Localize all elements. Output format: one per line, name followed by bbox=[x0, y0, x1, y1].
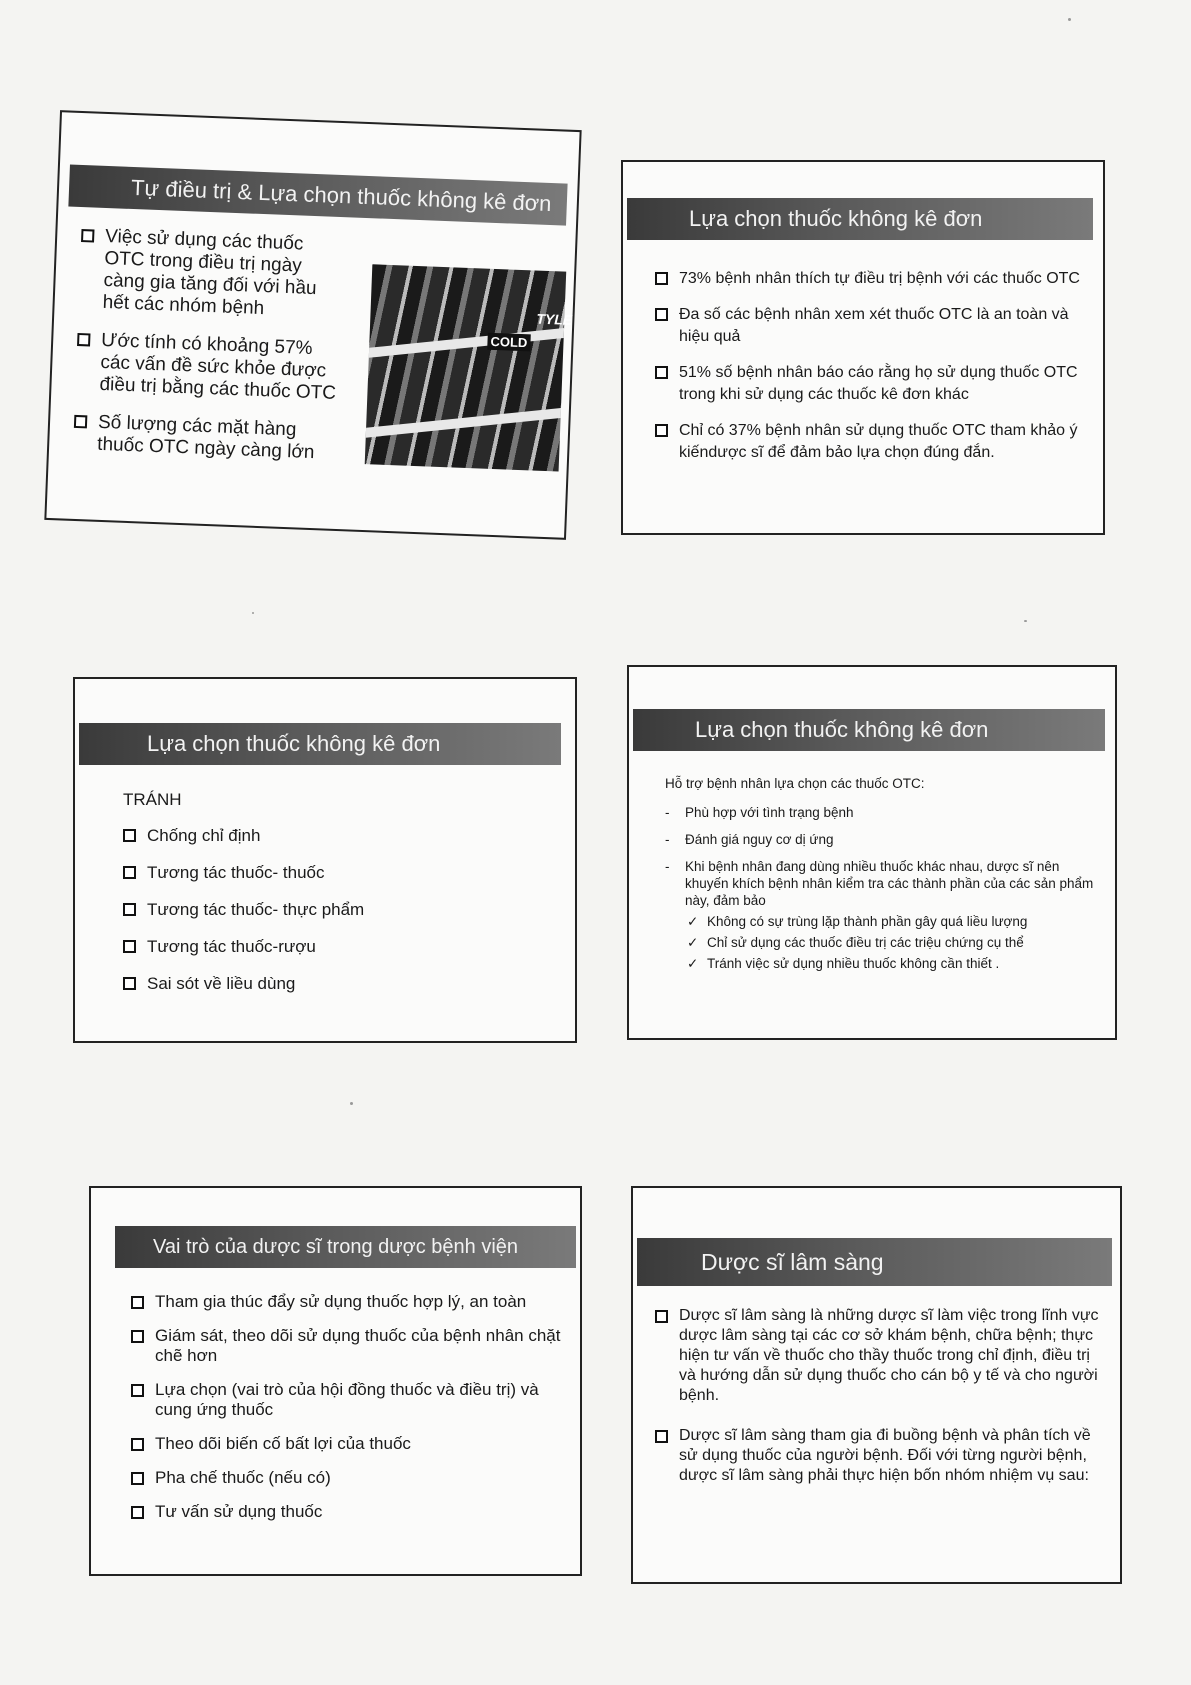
square-checkbox-icon bbox=[655, 272, 668, 285]
list-item: Sai sót về liều dùng bbox=[123, 973, 543, 995]
slide-6-content bbox=[655, 1306, 1105, 1486]
slide-4-title: Lựa chọn thuốc không kê đơn bbox=[633, 709, 1105, 751]
slide-4-content bbox=[665, 775, 1105, 976]
slide-6 bbox=[631, 1186, 1122, 1584]
list-item: Tương tác thuốc- thực phẩm bbox=[123, 899, 543, 921]
square-checkbox-icon bbox=[131, 1472, 144, 1485]
slide-5-title: Vai trò của dược sĩ trong dược bệnh viện bbox=[115, 1226, 576, 1268]
list-item: - Đánh giá nguy cơ dị ứng bbox=[665, 832, 834, 847]
otc-shelf-photo bbox=[365, 264, 573, 471]
square-checkbox-icon bbox=[123, 829, 136, 842]
dash-icon: - bbox=[665, 805, 670, 820]
square-checkbox-icon bbox=[655, 366, 668, 379]
slide-2-content bbox=[655, 268, 1085, 464]
square-checkbox-icon bbox=[77, 333, 90, 346]
list-item: Chống chỉ định bbox=[123, 825, 543, 847]
list-item: Pha chế thuốc (nếu có) bbox=[131, 1468, 571, 1488]
slide-2-title: Lựa chọn thuốc không kê đơn bbox=[627, 198, 1093, 240]
slide-3-title: Lựa chọn thuốc không kê đơn bbox=[79, 723, 561, 765]
square-checkbox-icon bbox=[655, 424, 668, 437]
support-intro: Hỗ trợ bệnh nhân lựa chọn các thuốc OTC: bbox=[665, 776, 925, 791]
slide-1-content bbox=[72, 225, 343, 481]
square-checkbox-icon bbox=[655, 1310, 668, 1323]
slide-5-content bbox=[131, 1292, 571, 1522]
list-item: Chỉ có 37% bệnh nhân sử dụng thuốc OTC tham khảo ý kiếndược sĩ để đảm bảo lựa chọn đúng đắn. bbox=[655, 420, 1085, 464]
list-item: Tư vấn sử dụng thuốc bbox=[131, 1502, 571, 1522]
list-item: Dược sĩ lâm sàng là những dược sĩ làm việc trong lĩnh vực dược lâm sàng tại các cơ sở khám bệnh, chữa bệnh; thực hiện tư vấn về thuốc cho thầy thuốc trong chỉ định, điều trị và hướng dẫn sử dụng thuốc cho cán bộ y tế và cho người bệnh. bbox=[655, 1306, 1105, 1406]
list-item: Tương tác thuốc- thuốc bbox=[123, 862, 543, 884]
checkmark-icon: ✓ bbox=[687, 914, 699, 929]
list-item: Theo dõi biến cố bất lợi của thuốc bbox=[131, 1434, 571, 1454]
list-item: - Khi bệnh nhân đang dùng nhiều thuốc khác nhau, dược sĩ nên khuyến khích bệnh nhân kiểm tra các thành phần của các sản phẩm này, đảm bảo bbox=[665, 859, 1094, 908]
list-item: Lựa chọn (vai trò của hội đồng thuốc và điều trị) và cung ứng thuốc bbox=[131, 1380, 571, 1420]
square-checkbox-icon bbox=[131, 1384, 144, 1397]
slide-1 bbox=[44, 110, 581, 540]
list-item: Việc sử dụng các thuốc OTC trong điều trị ngày càng gia tăng đối với hầu hết các nhóm bệnh bbox=[78, 225, 343, 323]
square-checkbox-icon bbox=[123, 903, 136, 916]
slide-2 bbox=[621, 160, 1105, 535]
list-item: ✓ Không có sự trùng lặp thành phần gây quá liều lượng bbox=[687, 914, 1028, 929]
slide-5 bbox=[89, 1186, 582, 1576]
list-item: Tương tác thuốc-rượu bbox=[123, 936, 543, 958]
square-checkbox-icon bbox=[131, 1438, 144, 1451]
list-item: Số lượng các mặt hàng thuốc OTC ngày càng lớn bbox=[73, 411, 336, 465]
square-checkbox-icon bbox=[81, 229, 94, 242]
square-checkbox-icon bbox=[123, 866, 136, 879]
square-checkbox-icon bbox=[123, 940, 136, 953]
list-item: Ước tính có khoảng 57% các vấn đề sức khỏe được điều trị bằng các thuốc OTC bbox=[75, 329, 339, 405]
dash-icon: - bbox=[665, 859, 670, 874]
square-checkbox-icon bbox=[131, 1296, 144, 1309]
square-checkbox-icon bbox=[123, 977, 136, 990]
list-item: Tham gia thúc đẩy sử dụng thuốc hợp lý, an toàn bbox=[131, 1292, 571, 1312]
avoid-heading: TRÁNH bbox=[123, 790, 182, 809]
scan-speck bbox=[1024, 620, 1027, 622]
list-item: ✓ Tránh việc sử dụng nhiều thuốc không cần thiết . bbox=[687, 956, 1000, 971]
scan-speck bbox=[1068, 18, 1071, 21]
dash-icon: - bbox=[665, 832, 670, 847]
checkmark-icon: ✓ bbox=[687, 956, 699, 971]
square-checkbox-icon bbox=[74, 415, 87, 428]
scan-speck bbox=[350, 1102, 353, 1105]
list-item: - Phù hợp với tình trạng bệnh bbox=[665, 805, 854, 820]
square-checkbox-icon bbox=[131, 1506, 144, 1519]
photo-label: TYLE bbox=[536, 310, 573, 328]
photo-label: COLD bbox=[487, 333, 530, 352]
list-item: ✓ Chỉ sử dụng các thuốc điều trị các triệu chứng cụ thể bbox=[687, 935, 1024, 950]
list-item: Đa số các bệnh nhân xem xét thuốc OTC là an toàn và hiệu quả bbox=[655, 304, 1085, 348]
square-checkbox-icon bbox=[131, 1330, 144, 1343]
square-checkbox-icon bbox=[655, 308, 668, 321]
slide-6-title: Dược sĩ lâm sàng bbox=[637, 1238, 1112, 1286]
slide-4 bbox=[627, 665, 1117, 1040]
checkmark-icon: ✓ bbox=[687, 935, 699, 950]
list-item: Dược sĩ lâm sàng tham gia đi buồng bệnh và phân tích về sử dụng thuốc của người bệnh. Đối với từng người bệnh, dược sĩ lâm sàng phải thực hiện bốn nhóm nhiệm vụ sau: bbox=[655, 1426, 1105, 1486]
slide-1-title: Tự điều trị & Lựa chọn thuốc không kê đơn bbox=[68, 165, 567, 226]
list-item: 51% số bệnh nhân báo cáo rằng họ sử dụng thuốc OTC trong khi sử dụng các thuốc kê đơn khác bbox=[655, 362, 1085, 406]
square-checkbox-icon bbox=[655, 1430, 668, 1443]
slide-3 bbox=[73, 677, 577, 1043]
list-item: Giám sát, theo dõi sử dụng thuốc của bệnh nhân chặt chẽ hơn bbox=[131, 1326, 571, 1366]
list-item: 73% bệnh nhân thích tự điều trị bệnh với các thuốc OTC bbox=[655, 268, 1085, 290]
scan-speck bbox=[252, 612, 254, 614]
slide-3-content bbox=[123, 789, 543, 995]
